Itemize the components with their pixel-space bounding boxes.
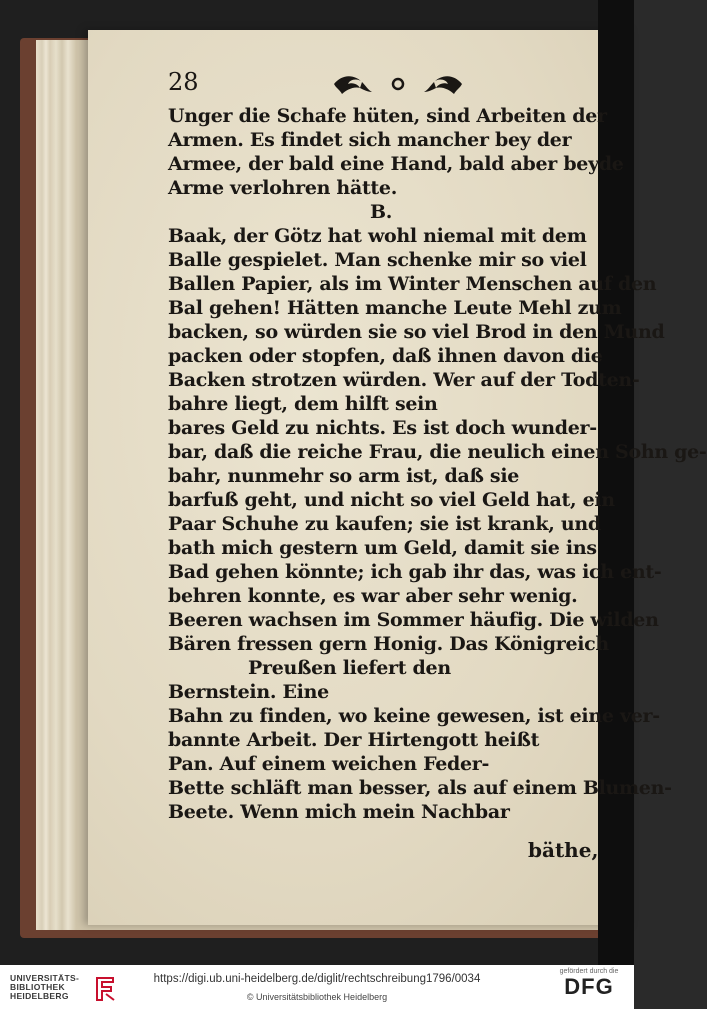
text-line: Bären fressen gern Honig. Das Königreich (168, 633, 609, 655)
text-line: bannte Arbeit. Der Hirtengott heißt (168, 729, 540, 751)
text-line: Armee, der bald eine Hand, bald aber beyde (168, 153, 624, 175)
text-line: backen, so würden sie so viel Brod in den Mund (168, 321, 665, 343)
text-line: barfuß geht, und nicht so viel Geld hat, ein (168, 489, 615, 511)
text-line: packen oder stopfen, daß ihnen davon die (168, 345, 603, 367)
text-line: bares Geld zu nichts. Es ist doch wunder- (168, 417, 597, 439)
page-number: 28 (168, 68, 199, 96)
text-line: Bad gehen könnte; ich gab ihr das, was ich ent- (168, 561, 662, 583)
text-line: Preußen liefert den (248, 657, 451, 679)
library-name-line1: UNIVERSITÄTS- (10, 973, 80, 983)
section-letter-heading: B. (369, 201, 393, 223)
page-text (168, 104, 707, 824)
dfg-logo-text: DFG (564, 974, 614, 999)
text-line: Bernstein. Eine (168, 681, 329, 703)
catchword: bäthe, (528, 838, 599, 862)
text-line: Ballen Papier, als im Winter Menschen auf den (168, 273, 657, 295)
text-line: bath mich gestern um Geld, damit sie ins (168, 537, 597, 559)
text-line: Backen strotzen würden. Wer auf der Todten- (168, 369, 640, 391)
text-line: Arme verlohren hätte. (168, 177, 398, 199)
viewer-footer (0, 965, 634, 1009)
dfg-label: gefördert durch die (559, 968, 619, 975)
text-line: bahr, nunmehr so arm ist, daß sie (168, 465, 520, 487)
text-line: Bette schläft man besser, als auf einem Blumen- (168, 777, 672, 799)
text-line: bahre liegt, dem hilft sein (168, 393, 438, 415)
copyright-text: © Universitätsbibliothek Heidelberg (246, 992, 388, 1002)
ornament-icon (328, 70, 468, 98)
library-name-line3: HEIDELBERG (10, 991, 69, 1001)
text-line: Bal gehen! Hätten manche Leute Mehl zum (168, 297, 622, 319)
text-line: Balle gespielet. Man schenke mir so viel (168, 249, 587, 271)
dfg-logo[interactable] (554, 968, 624, 999)
text-line: bar, daß die reiche Frau, die neulich einen Sohn ge- (168, 441, 707, 463)
text-line: Paar Schuhe zu kaufen; sie ist krank, und (168, 513, 601, 535)
text-line: Beete. Wenn mich mein Nachbar (168, 801, 510, 823)
page-header (168, 68, 468, 102)
text-line: behren konnte, es war aber sehr wenig. (168, 585, 578, 607)
text-line: Unger die Schafe hüten, sind Arbeiten der (168, 105, 607, 127)
text-line: Pan. Auf einem weichen Feder- (168, 753, 490, 775)
text-line: Armen. Es findet sich mancher bey der (168, 129, 572, 151)
text-line: Bahn zu finden, wo keine gewesen, ist eine ver- (168, 705, 660, 727)
page-url-link[interactable]: https://digi.ub.uni-heidelberg.de/diglit/rechtschreibung1796/0034 (153, 973, 481, 985)
text-line: Beeren wachsen im Sommer häufig. Die wilden (168, 609, 659, 631)
text-line: Baak, der Götz hat wohl niemal mit dem (168, 225, 587, 247)
library-name-line2: BIBLIOTHEK (10, 982, 65, 992)
